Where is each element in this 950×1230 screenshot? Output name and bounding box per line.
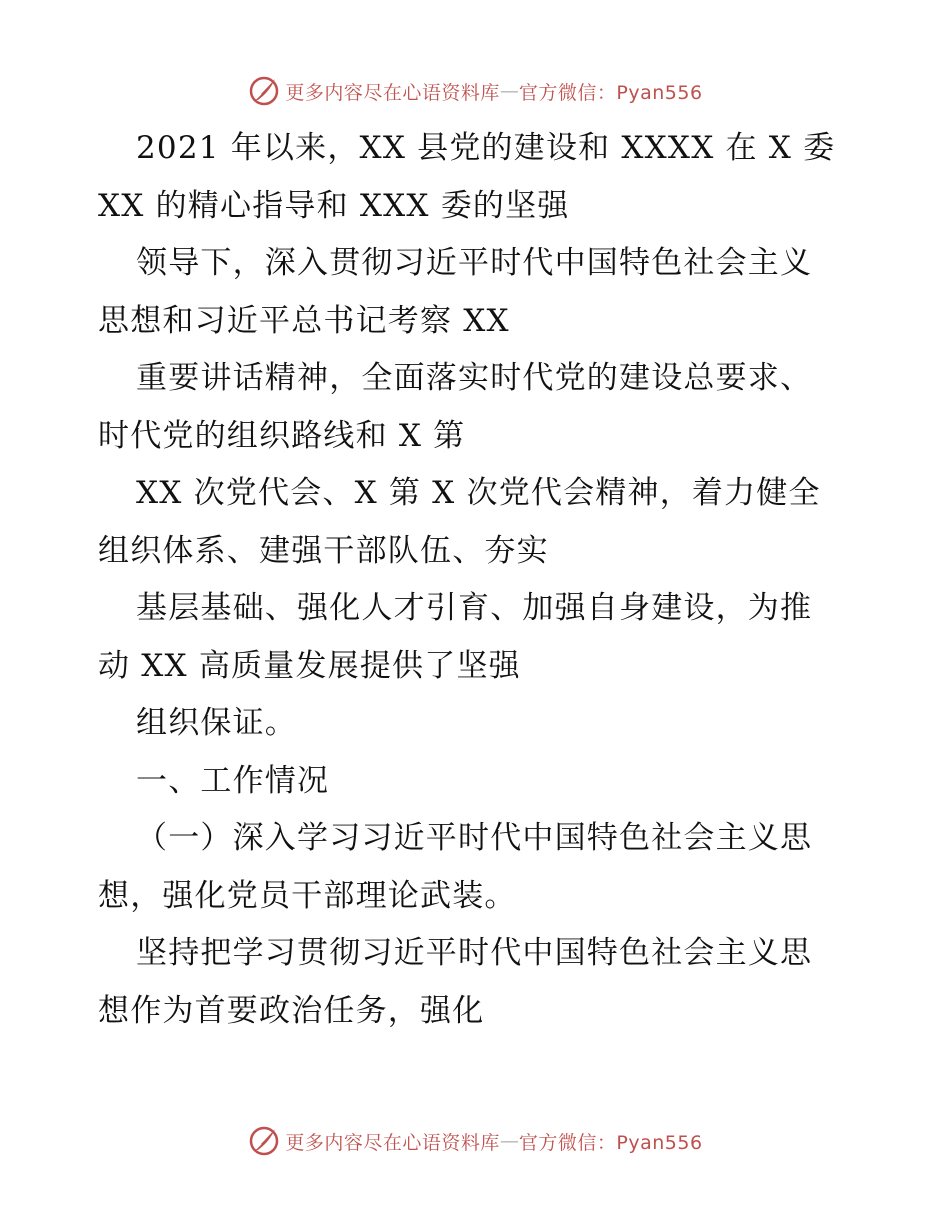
paragraph-line: 领导下，深入贯彻习近平时代中国特色社会主义 [136, 245, 813, 281]
paragraph-line: 想作为首要政治任务，强化 [98, 992, 485, 1029]
subsection-heading: （一）深入学习习近平时代中国特色社会主义思 [136, 820, 813, 856]
quill-logo-icon [247, 74, 281, 108]
paragraph-line: 组织保证。 [136, 705, 297, 741]
watermark-main-text: 更多内容尽在心语资料库 [285, 1131, 500, 1154]
paragraph-line: XX 的精心指导和 XXX 委的坚强 [98, 187, 570, 224]
watermark-main-text: 更多内容尽在心语资料库 [285, 81, 500, 104]
paragraph-line: 动 XX 高质量发展提供了坚强 [98, 647, 521, 684]
document-body [98, 120, 858, 1040]
watermark-contact-text: 官方微信：Pyan556 [518, 1131, 703, 1154]
paragraph-line: 重要讲话精神，全面落实时代党的建设总要求、 [136, 360, 813, 396]
section-heading: 一、工作情况 [136, 762, 330, 799]
paragraph-line: XX 次党代会、X 第 X 次党代会精神，着力健全 [136, 475, 821, 511]
footer-watermark [0, 1121, 950, 1161]
paragraph-line: 基层基础、强化人才引育、加强自身建设，为推 [136, 590, 813, 626]
paragraph-line: 2021 年以来，XX 县党的建设和 XXXX 在 X 委 [136, 130, 836, 166]
watermark-separator: — [499, 1130, 519, 1152]
paragraph-line: 组织体系、建强干部队伍、夯实 [98, 532, 549, 569]
watermark-contact-text: 官方微信：Pyan556 [518, 81, 703, 104]
quill-logo-icon [247, 1124, 281, 1158]
paragraph-line: 坚持把学习贯彻习近平时代中国特色社会主义思 [136, 935, 813, 971]
subsection-heading-cont: 想，强化党员干部理论武装。 [98, 877, 517, 914]
paragraph-line: 思想和习近平总书记考察 XX [98, 302, 510, 339]
watermark-separator: — [499, 80, 519, 102]
header-watermark [0, 71, 950, 111]
paragraph-line: 时代党的组织路线和 X 第 [98, 417, 466, 454]
